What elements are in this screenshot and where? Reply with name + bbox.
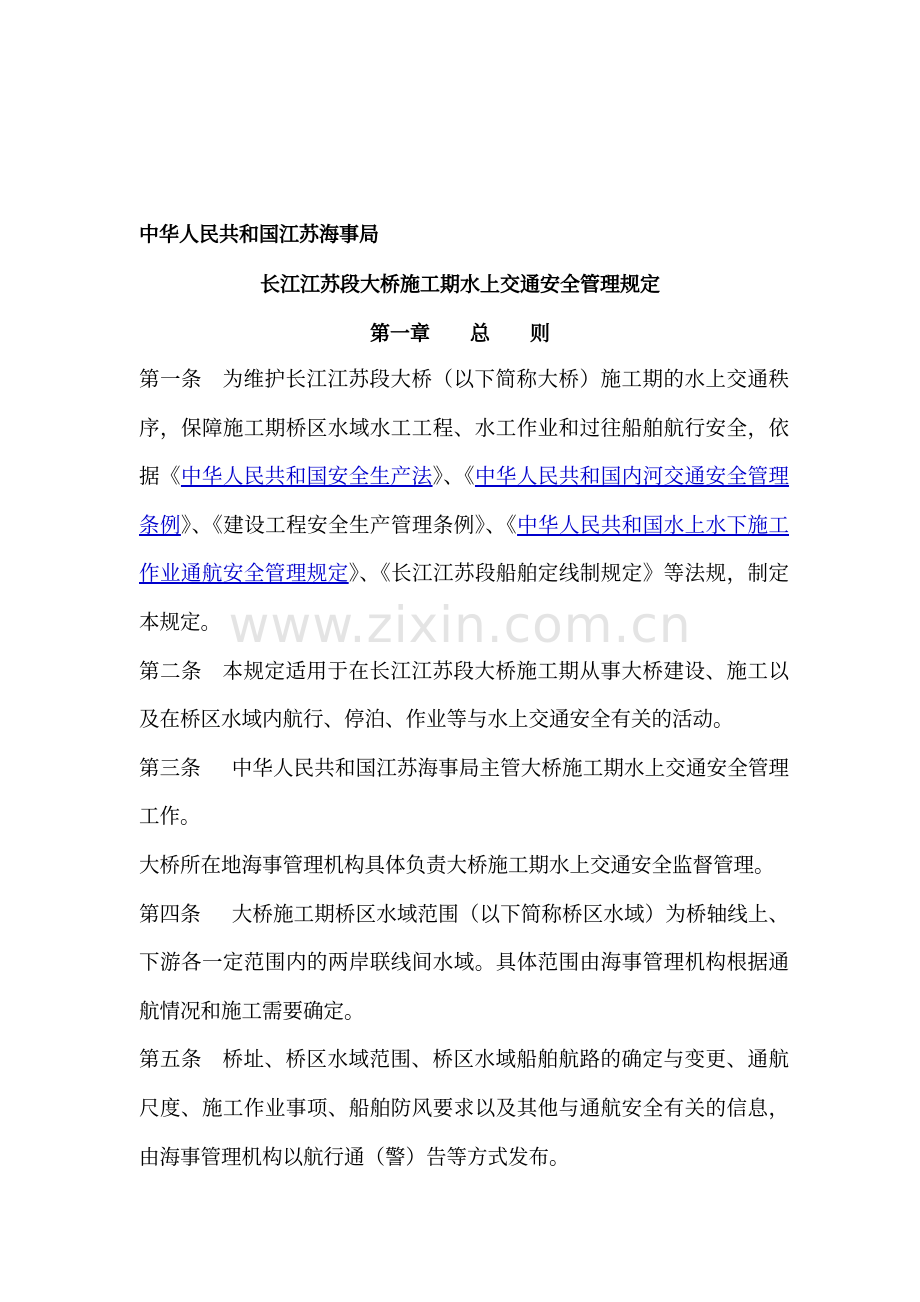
article-3-continued: [139, 841, 789, 890]
article-text: 》、《: [432, 464, 475, 489]
law-link-work-safety[interactable]: 中华人民共和国安全生产法: [180, 464, 433, 489]
article-text: 为维护长江江苏段大桥（以下简称大桥）施工期的水上交通秩序，保障施工期桥区水域水工工程、水工作业和过往船舶航行安全，依据《: [139, 367, 789, 489]
article-label: 第四条: [139, 901, 201, 926]
document-title: 长江江苏段大桥施工期水上交通安全管理规定: [260, 272, 660, 296]
site-watermark: www.zixin.com.cn: [228, 596, 692, 654]
article-text: 中华人民共和国江苏海事局主管大桥施工期水上交通安全管理工作。: [139, 755, 790, 829]
article-text: 》、《长江江苏段船舶定线制规定》等法规，制定本规定。: [139, 561, 790, 634]
article-text: 大桥所在地海事管理机构具体负责大桥施工期水上交通安全监督管理。: [139, 852, 775, 877]
article-text: 桥址、桥区水域范围、桥区水域船舶航路的确定与变更、通航尺度、施工作业事项、船舶防风要求以及其他与通航安全有关的信息，由海事管理机构以航行通（警）告等方式发布。: [139, 1047, 789, 1169]
article-5: [139, 1035, 789, 1181]
article-text: 》、《建设工程安全生产管理条例》、《: [180, 512, 518, 537]
article-text: 大桥施工期桥区水域范围（以下简称桥区水域）为桥轴线上、下游各一定范围内的两岸联线间水域。具体范围由海事管理机构根据通航情况和施工需要确定。: [139, 901, 790, 1023]
article-label: 第五条: [139, 1047, 202, 1072]
chapter-heading: 第一章 总 则: [370, 321, 550, 345]
issuing-authority: 中华人民共和国江苏海事局: [139, 222, 379, 246]
article-label: 第二条: [139, 658, 202, 683]
law-link-inland-waterway[interactable]: 中华人民共和国内河交通安全管理条例: [139, 464, 790, 537]
article-label: 第一条: [139, 367, 202, 391]
article-label: 第三条: [139, 755, 201, 780]
article-4: [139, 890, 789, 1036]
law-link-underwater-construction[interactable]: 中华人民共和国水上水下施工作业通航安全管理规定: [139, 512, 789, 586]
document-body: [139, 355, 789, 1181]
article-1: [139, 355, 789, 647]
article-3: [139, 744, 789, 841]
article-2: [139, 647, 789, 744]
article-text: 本规定适用于在长江江苏段大桥施工期从事大桥建设、施工以及在桥区水域内航行、停泊、作业等与水上交通安全有关的活动。: [139, 658, 789, 732]
